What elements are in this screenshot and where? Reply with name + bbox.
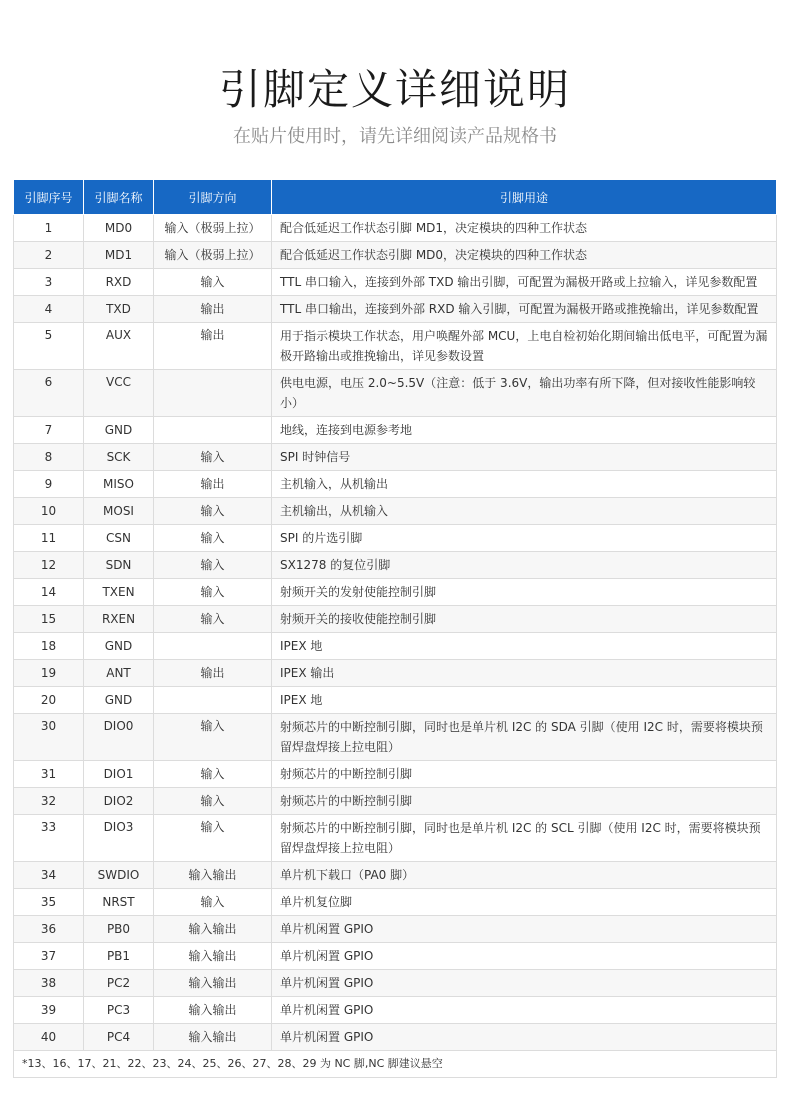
- table-row: [14, 714, 777, 761]
- pin-usage: 单片机闲置 GPIO: [272, 997, 777, 1024]
- pin-name: NRST: [84, 889, 154, 916]
- page-title: 引脚定义详细说明: [218, 65, 571, 114]
- pin-number: 7: [14, 417, 84, 444]
- pin-name: PB1: [84, 943, 154, 970]
- pin-number: 34: [14, 862, 84, 889]
- pin-name: GND: [84, 687, 154, 714]
- pin-name: GND: [84, 417, 154, 444]
- pin-name: DIO1: [84, 761, 154, 788]
- pin-direction: 输入: [154, 714, 272, 761]
- pin-direction: 输入输出: [154, 997, 272, 1024]
- pin-usage: 射频芯片的中断控制引脚: [272, 761, 777, 788]
- pin-direction: [154, 417, 272, 444]
- pin-direction: 输入输出: [154, 943, 272, 970]
- pin-name: SCK: [84, 444, 154, 471]
- pin-name: DIO0: [84, 714, 154, 761]
- table-row: [14, 862, 777, 889]
- pin-name: PB0: [84, 916, 154, 943]
- pin-usage: SX1278 的复位引脚: [272, 552, 777, 579]
- pin-number: 32: [14, 788, 84, 815]
- pin-direction: [154, 370, 272, 417]
- table-row: [14, 761, 777, 788]
- pin-number: 12: [14, 552, 84, 579]
- table-body: [14, 215, 777, 1078]
- pin-number: 1: [14, 215, 84, 242]
- pin-usage: TTL 串口输出，连接到外部 RXD 输入引脚，可配置为漏极开路或推挽输出，详见参数配置: [272, 296, 777, 323]
- table-row: [14, 370, 777, 417]
- pin-direction: 输入输出: [154, 862, 272, 889]
- table-row: [14, 943, 777, 970]
- pin-direction: 输入: [154, 761, 272, 788]
- pin-number: 20: [14, 687, 84, 714]
- pin-usage: 供电电源，电压 2.0~5.5V（注意：低于 3.6V，输出功率有所下降，但对接收性能影响较小）: [272, 370, 777, 417]
- table-row: [14, 471, 777, 498]
- pin-usage: 主机输入，从机输出: [272, 471, 777, 498]
- pin-direction: 输入: [154, 269, 272, 296]
- pin-direction: 输入: [154, 552, 272, 579]
- pin-direction: 输入输出: [154, 1024, 272, 1051]
- pin-definition-table: [13, 179, 777, 1078]
- pin-name: MD1: [84, 242, 154, 269]
- pin-usage: 单片机闲置 GPIO: [272, 916, 777, 943]
- page-subtitle: 在贴片使用时，请先详细阅读产品规格书: [233, 126, 557, 147]
- pin-usage: 单片机闲置 GPIO: [272, 970, 777, 997]
- pin-direction: 输入（极弱上拉）: [154, 242, 272, 269]
- pin-direction: [154, 687, 272, 714]
- pin-direction: 输入（极弱上拉）: [154, 215, 272, 242]
- table-row: [14, 788, 777, 815]
- pin-number: 39: [14, 997, 84, 1024]
- pin-number: 33: [14, 815, 84, 862]
- pin-usage: 地线，连接到电源参考地: [272, 417, 777, 444]
- pin-name: AUX: [84, 323, 154, 370]
- pin-number: 11: [14, 525, 84, 552]
- pin-direction: [154, 633, 272, 660]
- table-row: [14, 889, 777, 916]
- pin-usage: IPEX 地: [272, 633, 777, 660]
- pin-number: 14: [14, 579, 84, 606]
- pin-direction: 输入: [154, 498, 272, 525]
- pin-name: TXD: [84, 296, 154, 323]
- table-row: [14, 498, 777, 525]
- table-row: [14, 417, 777, 444]
- pin-direction: 输入: [154, 788, 272, 815]
- table-row: [14, 660, 777, 687]
- col-header-pin-usage: 引脚用途: [272, 180, 777, 215]
- pin-name: VCC: [84, 370, 154, 417]
- table-row: [14, 215, 777, 242]
- pin-direction: 输入: [154, 579, 272, 606]
- pin-usage: SPI 的片选引脚: [272, 525, 777, 552]
- table-row: [14, 1024, 777, 1051]
- pin-usage: 射频芯片的中断控制引脚，同时也是单片机 I2C 的 SDA 引脚（使用 I2C 时，需要将模块预留焊盘焊接上拉电阻）: [272, 714, 777, 761]
- pin-number: 9: [14, 471, 84, 498]
- pin-usage: 配合低延迟工作状态引脚 MD0，决定模块的四种工作状态: [272, 242, 777, 269]
- pin-name: PC3: [84, 997, 154, 1024]
- pin-name: MD0: [84, 215, 154, 242]
- pin-number: 31: [14, 761, 84, 788]
- pin-direction: 输入: [154, 606, 272, 633]
- pin-usage: 单片机复位脚: [272, 889, 777, 916]
- table-row: [14, 579, 777, 606]
- pin-direction: 输入: [154, 889, 272, 916]
- pin-name: MISO: [84, 471, 154, 498]
- pin-direction: 输出: [154, 660, 272, 687]
- pin-name: PC2: [84, 970, 154, 997]
- pin-usage: IPEX 输出: [272, 660, 777, 687]
- table-row: [14, 633, 777, 660]
- pin-usage: 单片机下载口（PA0 脚）: [272, 862, 777, 889]
- table-row: [14, 687, 777, 714]
- table-row: [14, 525, 777, 552]
- col-header-pin-direction: 引脚方向: [154, 180, 272, 215]
- pin-direction: 输出: [154, 323, 272, 370]
- pin-name: PC4: [84, 1024, 154, 1051]
- table-footnote-row: [14, 1051, 777, 1078]
- pin-number: 2: [14, 242, 84, 269]
- table-row: [14, 269, 777, 296]
- pin-name: DIO3: [84, 815, 154, 862]
- pin-number: 4: [14, 296, 84, 323]
- pin-direction: 输入: [154, 815, 272, 862]
- pin-name: SDN: [84, 552, 154, 579]
- table-row: [14, 444, 777, 471]
- pin-usage: SPI 时钟信号: [272, 444, 777, 471]
- pin-name: ANT: [84, 660, 154, 687]
- pin-number: 37: [14, 943, 84, 970]
- pin-name: DIO2: [84, 788, 154, 815]
- pin-name: MOSI: [84, 498, 154, 525]
- pin-usage: 射频芯片的中断控制引脚，同时也是单片机 I2C 的 SCL 引脚（使用 I2C 时，需要将模块预留焊盘焊接上拉电阻）: [272, 815, 777, 862]
- pin-usage: 射频芯片的中断控制引脚: [272, 788, 777, 815]
- pin-name: SWDIO: [84, 862, 154, 889]
- pin-number: 5: [14, 323, 84, 370]
- table-row: [14, 552, 777, 579]
- pin-number: 18: [14, 633, 84, 660]
- pin-usage: 单片机闲置 GPIO: [272, 943, 777, 970]
- table-row: [14, 242, 777, 269]
- table-row: [14, 606, 777, 633]
- pin-usage: IPEX 地: [272, 687, 777, 714]
- table-row: [14, 916, 777, 943]
- pin-name: RXD: [84, 269, 154, 296]
- pin-number: 19: [14, 660, 84, 687]
- pin-direction: 输出: [154, 296, 272, 323]
- table-row: [14, 997, 777, 1024]
- pin-usage: 主机输出，从机输入: [272, 498, 777, 525]
- pin-usage: 用于指示模块工作状态，用户唤醒外部 MCU，上电自检初始化期间输出低电平，可配置为漏极开路输出或推挽输出，详见参数设置: [272, 323, 777, 370]
- pin-direction: 输入输出: [154, 970, 272, 997]
- table-row: [14, 815, 777, 862]
- pin-name: TXEN: [84, 579, 154, 606]
- pin-direction: 输入: [154, 444, 272, 471]
- pin-direction: 输出: [154, 471, 272, 498]
- pin-name: GND: [84, 633, 154, 660]
- table-row: [14, 323, 777, 370]
- pin-number: 30: [14, 714, 84, 761]
- pin-number: 35: [14, 889, 84, 916]
- pin-name: RXEN: [84, 606, 154, 633]
- pin-usage: 射频开关的接收使能控制引脚: [272, 606, 777, 633]
- col-header-pin-name: 引脚名称: [84, 180, 154, 215]
- pin-usage: 单片机闲置 GPIO: [272, 1024, 777, 1051]
- pin-direction: 输入输出: [154, 916, 272, 943]
- pin-usage: 射频开关的发射使能控制引脚: [272, 579, 777, 606]
- pin-number: 10: [14, 498, 84, 525]
- pin-name: CSN: [84, 525, 154, 552]
- table-row: [14, 296, 777, 323]
- pin-number: 15: [14, 606, 84, 633]
- pin-number: 8: [14, 444, 84, 471]
- pin-number: 6: [14, 370, 84, 417]
- footnote: *13、16、17、21、22、23、24、25、26、27、28、29 为 NC 脚,NC 脚建议悬空: [14, 1051, 777, 1078]
- pin-number: 36: [14, 916, 84, 943]
- pin-usage: TTL 串口输入，连接到外部 TXD 输出引脚，可配置为漏极开路或上拉输入，详见参数配置: [272, 269, 777, 296]
- pin-usage: 配合低延迟工作状态引脚 MD1，决定模块的四种工作状态: [272, 215, 777, 242]
- pin-number: 38: [14, 970, 84, 997]
- table-header-row: [14, 180, 777, 215]
- pin-number: 40: [14, 1024, 84, 1051]
- pin-number: 3: [14, 269, 84, 296]
- col-header-pin-number: 引脚序号: [14, 180, 84, 215]
- pin-direction: 输入: [154, 525, 272, 552]
- table-row: [14, 970, 777, 997]
